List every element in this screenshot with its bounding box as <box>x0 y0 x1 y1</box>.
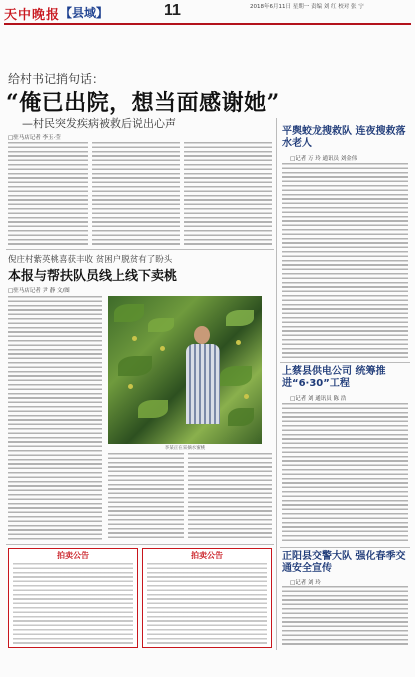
main-story-column-1 <box>8 142 88 247</box>
second-story-headline: 本报与帮扶队员线上线下卖桃 <box>8 269 178 284</box>
column-divider <box>276 118 277 650</box>
ad-divider <box>6 544 274 545</box>
right-story-2-text <box>282 403 408 543</box>
right-story-3-byline: □记者 刘 玲 <box>290 580 321 586</box>
main-story-subhead: —村民突发疾病被救后说出心声 <box>22 117 176 130</box>
auction-notice-2-title: 拍卖公告 <box>191 551 223 560</box>
right-story-3-headline: 正阳县交警大队 强化春季交通安全宣传 <box>282 551 406 574</box>
right-story-1-text <box>282 163 408 358</box>
main-story-column-3 <box>184 142 272 247</box>
auction-notice-1 <box>8 548 138 648</box>
second-story-kicker: 倪庄村紫英桃喜获丰收 贫困户脱贫有了盼头 <box>8 255 173 265</box>
main-story-byline: □驻马店记者 李玉·莹 <box>8 135 61 141</box>
second-story-column-1 <box>8 296 102 541</box>
photo-caption: 李某正在采摘水蜜桃 <box>164 446 206 451</box>
right-story-2-headline: 上蔡县供电公司 统筹推进“6·30”工程 <box>282 366 386 389</box>
right-story-1-headline: 平舆蛟龙搜救队 连夜搜救落水老人 <box>282 126 406 149</box>
newspaper-logo: 天中晚报 <box>4 8 61 23</box>
right-divider-1 <box>280 362 410 363</box>
second-story-column-2 <box>108 453 184 541</box>
section-label: 【县域】 <box>60 6 109 20</box>
right-story-3-text <box>282 586 408 646</box>
auction-notice-2 <box>142 548 272 648</box>
farmer-head <box>194 326 210 344</box>
right-story-1-byline: □记者 万 玲 通讯员 刘金伟 <box>290 156 358 162</box>
main-story-kicker: 给村书记捎句话： <box>8 72 105 86</box>
main-story-column-2 <box>92 142 180 247</box>
date-line: 2018年6月11日 星期一 责编 刘 红 校对 张 宁 <box>250 4 364 10</box>
peach-harvest-photo <box>108 296 262 444</box>
second-story-byline: □驻马店记者 尹 静 文/图 <box>8 288 70 294</box>
main-story-headline: “俺已出院，想当面感谢她” <box>6 90 280 116</box>
page-number: 11 <box>164 2 181 19</box>
second-story-column-3 <box>188 453 272 541</box>
story-divider <box>6 249 274 250</box>
right-story-2-byline: □记者 刘 通讯员 陈 浩 <box>290 396 347 402</box>
masthead <box>4 3 411 25</box>
auction-notice-1-title: 拍卖公告 <box>57 551 89 560</box>
farmer-body <box>186 344 220 424</box>
right-divider-2 <box>280 547 410 548</box>
